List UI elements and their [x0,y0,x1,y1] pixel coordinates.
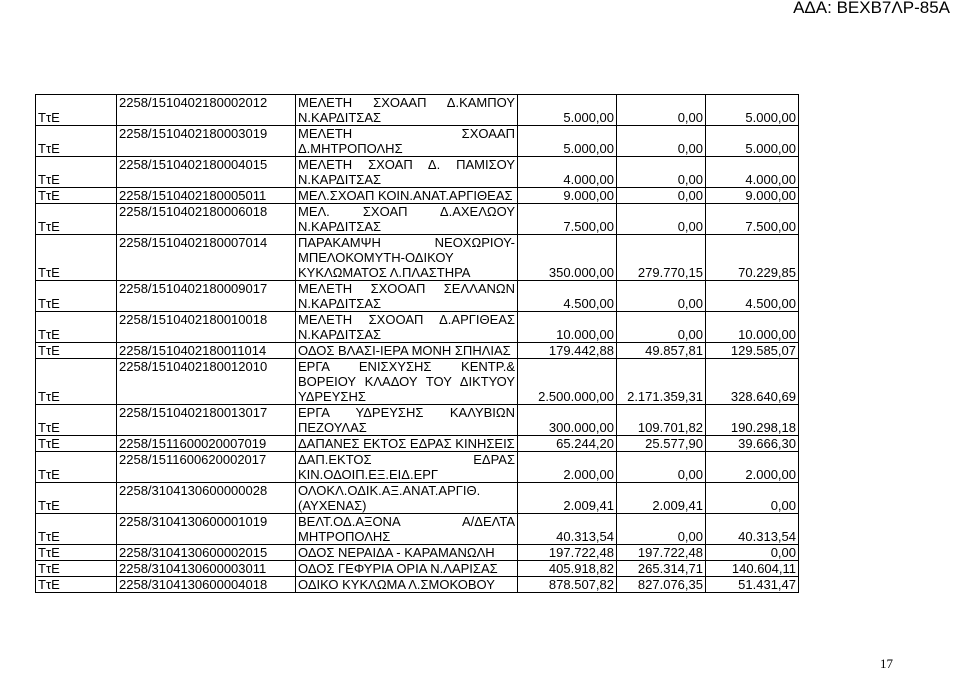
row-amount-1: 5.000,00 [518,126,617,157]
row-description: ΟΔΙΚΟ ΚΥΚΛΩΜΑ Λ.ΣΜΟΚΟΒΟΥ [296,577,518,593]
row-amount-2: 0,00 [617,95,706,126]
row-amount-2: 2.171.359,31 [617,359,706,405]
row-description: ΟΔΟΣ ΓΕΦΥΡΙΑ ΟΡΙΑ Ν.ΛΑΡΙΣΑΣ [296,561,518,577]
row-amount-2: 0,00 [617,126,706,157]
row-amount-3: 40.313,54 [706,514,799,545]
table-row [36,514,799,545]
row-amount-2: 0,00 [617,188,706,204]
table-row [36,359,799,405]
row-amount-3: 0,00 [706,545,799,561]
row-type: ΤτΕ [36,514,117,545]
row-description: ΜΕΛΕΤΗ ΣΧΟΑΠ Δ. ΠΑΜΙΣΟΥ Ν.ΚΑΡΔΙΤΣΑΣ [296,157,518,188]
row-code: 2258/1510402180007014 [117,235,296,281]
row-amount-1: 9.000,00 [518,188,617,204]
row-amount-3: 0,00 [706,483,799,514]
row-type: ΤτΕ [36,281,117,312]
row-amount-3: 5.000,00 [706,95,799,126]
row-type: ΤτΕ [36,561,117,577]
row-description: ΜΕΛΕΤΗ ΣΧΟΑΑΠ Δ.ΜΗΤΡΟΠΟΛΗΣ [296,126,518,157]
row-description: ΠΑΡΑΚΑΜΨΗ ΝΕΟΧΩΡΙΟΥ-ΜΠΕΛΟΚΟΜΥΤΗ-ΟΔΙΚΟΥ ΚΥΚΛΩΜΑΤΟΣ Λ.ΠΛΑΣΤΗΡΑ [296,235,518,281]
row-type: ΤτΕ [36,436,117,452]
row-amount-2: 0,00 [617,312,706,343]
row-code: 2258/1510402180006018 [117,204,296,235]
row-description: ΔΑΠ.ΕΚΤΟΣ ΕΔΡΑΣ ΚΙΝ.ΟΔΟΙΠ.ΕΞ.ΕΙΔ.ΕΡΓ [296,452,518,483]
row-type: ΤτΕ [36,126,117,157]
row-amount-1: 5.000,00 [518,95,617,126]
table-row [36,95,799,126]
row-description: ΟΔΟΣ ΒΛΑΣΙ-ΙΕΡΑ ΜΟΝΗ ΣΠΗΛΙΑΣ [296,343,518,359]
row-description: ΟΔΟΣ ΝΕΡΑΙΔΑ - ΚΑΡΑΜΑΝΩΛΗ [296,545,518,561]
table-row [36,312,799,343]
page-number: 17 [880,656,893,671]
row-amount-3: 39.666,30 [706,436,799,452]
row-amount-3: 140.604,11 [706,561,799,577]
row-type: ΤτΕ [36,483,117,514]
row-type: ΤτΕ [36,188,117,204]
table-row [36,577,799,593]
row-amount-1: 40.313,54 [518,514,617,545]
row-amount-2: 0,00 [617,514,706,545]
row-amount-2: 279.770,15 [617,235,706,281]
row-amount-2: 827.076,35 [617,577,706,593]
row-amount-1: 197.722,48 [518,545,617,561]
table-row [36,188,799,204]
row-description: ΒΕΛΤ.ΟΔ.ΑΞΟΝΑ Α/ΔΕΛΤΑ ΜΗΤΡΟΠΟΛΗΣ [296,514,518,545]
budget-table [35,94,799,593]
row-code: 2258/3104130600000028 [117,483,296,514]
row-code: 2258/1511600020007019 [117,436,296,452]
row-code: 2258/3104130600001019 [117,514,296,545]
row-amount-2: 2.009,41 [617,483,706,514]
row-type: ΤτΕ [36,545,117,561]
row-amount-1: 4.000,00 [518,157,617,188]
table-row [36,126,799,157]
row-type: ΤτΕ [36,204,117,235]
row-description: ΜΕΛΕΤΗ ΣΧΟΟΑΠ Δ.ΑΡΓΙΘΕΑΣ Ν.ΚΑΡΔΙΤΣΑΣ [296,312,518,343]
row-amount-3: 9.000,00 [706,188,799,204]
row-amount-1: 405.918,82 [518,561,617,577]
table-row [36,343,799,359]
ada-code: ΑΔΑ: ΒΕΧΒ7ΛΡ-85Α [793,0,950,17]
row-amount-1: 2.009,41 [518,483,617,514]
row-type: ΤτΕ [36,157,117,188]
table-row [36,204,799,235]
table-row [36,436,799,452]
row-amount-2: 49.857,81 [617,343,706,359]
row-amount-1: 65.244,20 [518,436,617,452]
table-row [36,561,799,577]
row-code: 2258/1510402180004015 [117,157,296,188]
row-amount-2: 197.722,48 [617,545,706,561]
table-row [36,483,799,514]
row-amount-3: 4.500,00 [706,281,799,312]
row-amount-1: 10.000,00 [518,312,617,343]
row-amount-3: 328.640,69 [706,359,799,405]
row-type: ΤτΕ [36,312,117,343]
row-amount-2: 265.314,71 [617,561,706,577]
row-type: ΤτΕ [36,343,117,359]
row-code: 2258/1510402180003019 [117,126,296,157]
row-description: ΔΑΠΑΝΕΣ ΕΚΤΟΣ ΕΔΡΑΣ ΚΙΝΗΣΕΙΣ [296,436,518,452]
row-type: ΤτΕ [36,452,117,483]
row-amount-2: 0,00 [617,452,706,483]
row-amount-2: 25.577,90 [617,436,706,452]
table-row [36,405,799,436]
row-amount-2: 0,00 [617,157,706,188]
table-row [36,452,799,483]
row-code: 2258/3104130600003011 [117,561,296,577]
row-amount-3: 51.431,47 [706,577,799,593]
row-amount-1: 350.000,00 [518,235,617,281]
row-code: 2258/1511600620002017 [117,452,296,483]
row-amount-3: 7.500,00 [706,204,799,235]
row-description: ΕΡΓΑ ΥΔΡΕΥΣΗΣ ΚΑΛΥΒΙΩΝ ΠΕΖΟΥΛΑΣ [296,405,518,436]
row-type: ΤτΕ [36,359,117,405]
row-amount-2: 109.701,82 [617,405,706,436]
row-amount-1: 2.000,00 [518,452,617,483]
row-type: ΤτΕ [36,577,117,593]
table-row [36,545,799,561]
row-description: ΜΕΛ. ΣΧΟΑΠ Δ.ΑΧΕΛΩΟΥ Ν.ΚΑΡΔΙΤΣΑΣ [296,204,518,235]
row-amount-1: 7.500,00 [518,204,617,235]
table-row [36,281,799,312]
row-code: 2258/1510402180011014 [117,343,296,359]
row-description: ΜΕΛΕΤΗ ΣΧΟΑΑΠ Δ.ΚΑΜΠΟΥ Ν.ΚΑΡΔΙΤΣΑΣ [296,95,518,126]
row-amount-3: 10.000,00 [706,312,799,343]
row-type: ΤτΕ [36,235,117,281]
row-code: 2258/1510402180002012 [117,95,296,126]
row-description: ΜΕΛΕΤΗ ΣΧΟΟΑΠ ΣΕΛΛΑΝΩΝ Ν.ΚΑΡΔΙΤΣΑΣ [296,281,518,312]
row-amount-2: 0,00 [617,204,706,235]
row-description: ΜΕΛ.ΣΧΟΑΠ ΚΟΙΝ.ΑΝΑΤ.ΑΡΓΙΘΕΑΣ [296,188,518,204]
row-amount-3: 190.298,18 [706,405,799,436]
row-code: 2258/1510402180009017 [117,281,296,312]
row-code: 2258/3104130600002015 [117,545,296,561]
row-code: 2258/1510402180005011 [117,188,296,204]
row-code: 2258/3104130600004018 [117,577,296,593]
row-code: 2258/1510402180013017 [117,405,296,436]
row-amount-1: 2.500.000,00 [518,359,617,405]
row-amount-3: 70.229,85 [706,235,799,281]
row-amount-1: 4.500,00 [518,281,617,312]
table-row [36,235,799,281]
row-type: ΤτΕ [36,405,117,436]
row-amount-3: 5.000,00 [706,126,799,157]
row-amount-3: 129.585,07 [706,343,799,359]
row-description: ΟΛΟΚΛ.ΟΔΙΚ.ΑΞ.ΑΝΑΤ.ΑΡΓΙΘ.(ΑΥΧΕΝΑΣ) [296,483,518,514]
row-description: ΕΡΓΑ ΕΝΙΣΧΥΣΗΣ ΚΕΝΤΡ.& ΒΟΡΕΙΟΥ ΚΛΑΔΟΥ ΤΟΥ ΔΙΚΤΥΟΥ ΥΔΡΕΥΣΗΣ [296,359,518,405]
row-code: 2258/1510402180012010 [117,359,296,405]
row-amount-2: 0,00 [617,281,706,312]
row-code: 2258/1510402180010018 [117,312,296,343]
row-amount-3: 2.000,00 [706,452,799,483]
row-amount-3: 4.000,00 [706,157,799,188]
row-type: ΤτΕ [36,95,117,126]
row-amount-1: 179.442,88 [518,343,617,359]
row-amount-1: 300.000,00 [518,405,617,436]
table-row [36,157,799,188]
row-amount-1: 878.507,82 [518,577,617,593]
